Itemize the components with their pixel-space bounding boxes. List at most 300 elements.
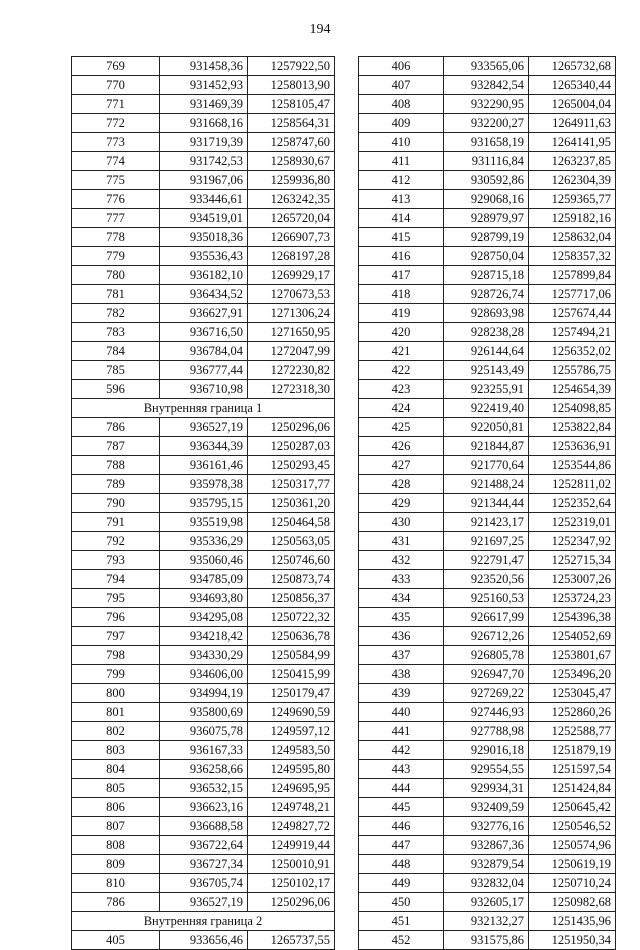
x-coordinate-cell: 929016,18 — [444, 741, 529, 760]
point-number-cell: 447 — [359, 836, 444, 855]
x-coordinate-cell: 926617,99 — [444, 608, 529, 627]
y-coordinate-cell: 1255786,75 — [529, 361, 616, 380]
y-coordinate-cell: 1254396,38 — [529, 608, 616, 627]
x-coordinate-cell: 936167,33 — [160, 741, 248, 760]
table-row — [72, 456, 335, 475]
x-coordinate-cell: 936623,16 — [160, 798, 248, 817]
y-coordinate-cell: 1250287,03 — [248, 437, 335, 456]
table-row — [359, 190, 616, 209]
y-coordinate-cell: 1250464,58 — [248, 513, 335, 532]
table-row — [72, 133, 335, 152]
x-coordinate-cell: 933446,61 — [160, 190, 248, 209]
section-title: Внутренняя граница 2 — [72, 912, 335, 931]
point-number-cell: 420 — [359, 323, 444, 342]
point-number-cell: 431 — [359, 532, 444, 551]
point-number-cell: 405 — [72, 931, 160, 950]
point-number-cell: 804 — [72, 760, 160, 779]
y-coordinate-cell: 1252811,02 — [529, 475, 616, 494]
y-coordinate-cell: 1250645,42 — [529, 798, 616, 817]
x-coordinate-cell: 934606,00 — [160, 665, 248, 684]
point-number-cell: 785 — [72, 361, 160, 380]
table-row — [359, 361, 616, 380]
y-coordinate-cell: 1258564,31 — [248, 114, 335, 133]
x-coordinate-cell: 927788,98 — [444, 722, 529, 741]
point-number-cell: 772 — [72, 114, 160, 133]
x-coordinate-cell: 932132,27 — [444, 912, 529, 931]
table-row — [359, 665, 616, 684]
x-coordinate-cell: 934693,80 — [160, 589, 248, 608]
x-coordinate-cell: 921697,25 — [444, 532, 529, 551]
point-number-cell: 786 — [72, 418, 160, 437]
point-number-cell: 808 — [72, 836, 160, 855]
point-number-cell: 430 — [359, 513, 444, 532]
point-number-cell: 429 — [359, 494, 444, 513]
point-number-cell: 800 — [72, 684, 160, 703]
table-row — [72, 684, 335, 703]
y-coordinate-cell: 1258747,60 — [248, 133, 335, 152]
y-coordinate-cell: 1253801,67 — [529, 646, 616, 665]
table-row — [359, 399, 616, 418]
point-number-cell: 788 — [72, 456, 160, 475]
y-coordinate-cell: 1253636,91 — [529, 437, 616, 456]
coordinates-table-left — [71, 56, 335, 950]
table-row — [359, 114, 616, 133]
y-coordinate-cell: 1251435,96 — [529, 912, 616, 931]
y-coordinate-cell: 1268197,28 — [248, 247, 335, 266]
y-coordinate-cell: 1258013,90 — [248, 76, 335, 95]
point-number-cell: 435 — [359, 608, 444, 627]
point-number-cell: 422 — [359, 361, 444, 380]
x-coordinate-cell: 929068,16 — [444, 190, 529, 209]
point-number-cell: 794 — [72, 570, 160, 589]
point-number-cell: 413 — [359, 190, 444, 209]
point-number-cell: 440 — [359, 703, 444, 722]
table-row — [359, 893, 616, 912]
x-coordinate-cell: 932867,36 — [444, 836, 529, 855]
x-coordinate-cell: 934519,01 — [160, 209, 248, 228]
x-coordinate-cell: 936627,91 — [160, 304, 248, 323]
table-row — [359, 912, 616, 931]
x-coordinate-cell: 929934,31 — [444, 779, 529, 798]
table-row — [359, 589, 616, 608]
table-row — [72, 285, 335, 304]
table-row — [359, 285, 616, 304]
x-coordinate-cell: 932200,27 — [444, 114, 529, 133]
point-number-cell: 774 — [72, 152, 160, 171]
y-coordinate-cell: 1263237,85 — [529, 152, 616, 171]
y-coordinate-cell: 1251424,84 — [529, 779, 616, 798]
y-coordinate-cell: 1271306,24 — [248, 304, 335, 323]
point-number-cell: 443 — [359, 760, 444, 779]
x-coordinate-cell: 935018,36 — [160, 228, 248, 247]
y-coordinate-cell: 1252588,77 — [529, 722, 616, 741]
x-coordinate-cell: 931575,86 — [444, 931, 529, 950]
x-coordinate-cell: 922791,47 — [444, 551, 529, 570]
point-number-cell: 798 — [72, 646, 160, 665]
table-row — [359, 209, 616, 228]
x-coordinate-cell: 934994,19 — [160, 684, 248, 703]
x-coordinate-cell: 926947,70 — [444, 665, 529, 684]
point-number-cell: 769 — [72, 57, 160, 76]
x-coordinate-cell: 936344,39 — [160, 437, 248, 456]
x-coordinate-cell: 936777,44 — [160, 361, 248, 380]
table-row — [359, 133, 616, 152]
y-coordinate-cell: 1257674,44 — [529, 304, 616, 323]
y-coordinate-cell: 1269929,17 — [248, 266, 335, 285]
x-coordinate-cell: 936075,78 — [160, 722, 248, 741]
table-row — [72, 703, 335, 722]
point-number-cell: 805 — [72, 779, 160, 798]
x-coordinate-cell: 928726,74 — [444, 285, 529, 304]
table-row — [359, 703, 616, 722]
x-coordinate-cell: 930592,86 — [444, 171, 529, 190]
x-coordinate-cell: 934295,08 — [160, 608, 248, 627]
y-coordinate-cell: 1250722,32 — [248, 608, 335, 627]
y-coordinate-cell: 1250710,24 — [529, 874, 616, 893]
point-number-cell: 782 — [72, 304, 160, 323]
y-coordinate-cell: 1251950,34 — [529, 931, 616, 950]
point-number-cell: 780 — [72, 266, 160, 285]
table-row — [72, 190, 335, 209]
table-row — [72, 570, 335, 589]
point-number-cell: 799 — [72, 665, 160, 684]
table-row — [359, 627, 616, 646]
y-coordinate-cell: 1250982,68 — [529, 893, 616, 912]
point-number-cell: 424 — [359, 399, 444, 418]
point-number-cell: 415 — [359, 228, 444, 247]
x-coordinate-cell: 931742,53 — [160, 152, 248, 171]
y-coordinate-cell: 1250619,19 — [529, 855, 616, 874]
y-coordinate-cell: 1272230,82 — [248, 361, 335, 380]
table-row — [359, 152, 616, 171]
x-coordinate-cell: 921770,64 — [444, 456, 529, 475]
point-number-cell: 426 — [359, 437, 444, 456]
table-row — [359, 722, 616, 741]
x-coordinate-cell: 932879,54 — [444, 855, 529, 874]
table-row — [72, 57, 335, 76]
table-row — [72, 779, 335, 798]
y-coordinate-cell: 1270673,53 — [248, 285, 335, 304]
x-coordinate-cell: 921344,44 — [444, 494, 529, 513]
x-coordinate-cell: 928750,04 — [444, 247, 529, 266]
y-coordinate-cell: 1257899,84 — [529, 266, 616, 285]
x-coordinate-cell: 923520,56 — [444, 570, 529, 589]
x-coordinate-cell: 931967,06 — [160, 171, 248, 190]
x-coordinate-cell: 935519,98 — [160, 513, 248, 532]
point-number-cell: 792 — [72, 532, 160, 551]
y-coordinate-cell: 1256352,02 — [529, 342, 616, 361]
point-number-cell: 775 — [72, 171, 160, 190]
point-number-cell: 796 — [72, 608, 160, 627]
table-row — [359, 95, 616, 114]
table-row — [72, 931, 335, 950]
table-row — [359, 513, 616, 532]
y-coordinate-cell: 1250179,47 — [248, 684, 335, 703]
point-number-cell: 771 — [72, 95, 160, 114]
x-coordinate-cell: 932605,17 — [444, 893, 529, 912]
table-row — [72, 304, 335, 323]
y-coordinate-cell: 1249748,21 — [248, 798, 335, 817]
point-number-cell: 410 — [359, 133, 444, 152]
point-number-cell: 442 — [359, 741, 444, 760]
table-row — [359, 931, 616, 950]
y-coordinate-cell: 1253045,47 — [529, 684, 616, 703]
y-coordinate-cell: 1259182,16 — [529, 209, 616, 228]
x-coordinate-cell: 936716,50 — [160, 323, 248, 342]
point-number-cell: 773 — [72, 133, 160, 152]
x-coordinate-cell: 936784,04 — [160, 342, 248, 361]
y-coordinate-cell: 1253544,86 — [529, 456, 616, 475]
table-row — [359, 855, 616, 874]
x-coordinate-cell: 922419,40 — [444, 399, 529, 418]
table-row — [359, 247, 616, 266]
y-coordinate-cell: 1250574,96 — [529, 836, 616, 855]
x-coordinate-cell: 928715,18 — [444, 266, 529, 285]
point-number-cell: 427 — [359, 456, 444, 475]
y-coordinate-cell: 1249695,95 — [248, 779, 335, 798]
y-coordinate-cell: 1250546,52 — [529, 817, 616, 836]
table-row — [359, 684, 616, 703]
table-row — [359, 475, 616, 494]
y-coordinate-cell: 1252860,26 — [529, 703, 616, 722]
y-coordinate-cell: 1265004,04 — [529, 95, 616, 114]
table-row — [359, 817, 616, 836]
y-coordinate-cell: 1257494,21 — [529, 323, 616, 342]
table-row — [72, 551, 335, 570]
table-row — [359, 266, 616, 285]
x-coordinate-cell: 933656,46 — [160, 931, 248, 950]
y-coordinate-cell: 1258357,32 — [529, 247, 616, 266]
y-coordinate-cell: 1249827,72 — [248, 817, 335, 836]
y-coordinate-cell: 1257717,06 — [529, 285, 616, 304]
y-coordinate-cell: 1252319,01 — [529, 513, 616, 532]
point-number-cell: 783 — [72, 323, 160, 342]
point-number-cell: 448 — [359, 855, 444, 874]
point-number-cell: 417 — [359, 266, 444, 285]
y-coordinate-cell: 1265732,68 — [529, 57, 616, 76]
y-coordinate-cell: 1254098,85 — [529, 399, 616, 418]
table-row — [359, 494, 616, 513]
point-number-cell: 438 — [359, 665, 444, 684]
table-row — [359, 646, 616, 665]
table-row — [359, 874, 616, 893]
y-coordinate-cell: 1254052,69 — [529, 627, 616, 646]
y-coordinate-cell: 1262304,39 — [529, 171, 616, 190]
x-coordinate-cell: 929554,55 — [444, 760, 529, 779]
table-row — [359, 171, 616, 190]
y-coordinate-cell: 1265737,55 — [248, 931, 335, 950]
table-row — [72, 893, 335, 912]
x-coordinate-cell: 936722,64 — [160, 836, 248, 855]
y-coordinate-cell: 1272047,99 — [248, 342, 335, 361]
y-coordinate-cell: 1249595,80 — [248, 760, 335, 779]
point-number-cell: 444 — [359, 779, 444, 798]
x-coordinate-cell: 928238,28 — [444, 323, 529, 342]
section-header-row — [72, 399, 335, 418]
table-row — [72, 247, 335, 266]
point-number-cell: 778 — [72, 228, 160, 247]
point-number-cell: 418 — [359, 285, 444, 304]
point-number-cell: 777 — [72, 209, 160, 228]
y-coordinate-cell: 1253724,23 — [529, 589, 616, 608]
x-coordinate-cell: 925143,49 — [444, 361, 529, 380]
point-number-cell: 428 — [359, 475, 444, 494]
point-number-cell: 414 — [359, 209, 444, 228]
y-coordinate-cell: 1251597,54 — [529, 760, 616, 779]
table-row — [359, 418, 616, 437]
table-row — [72, 874, 335, 893]
table-row — [72, 95, 335, 114]
table-row — [359, 323, 616, 342]
x-coordinate-cell: 931658,19 — [444, 133, 529, 152]
table-row — [359, 342, 616, 361]
table-row — [72, 437, 335, 456]
table-row — [72, 836, 335, 855]
point-number-cell: 432 — [359, 551, 444, 570]
table-row — [72, 76, 335, 95]
y-coordinate-cell: 1250415,99 — [248, 665, 335, 684]
table-row — [359, 532, 616, 551]
table-row — [359, 836, 616, 855]
coordinates-table-right — [358, 56, 616, 950]
point-number-cell: 781 — [72, 285, 160, 304]
x-coordinate-cell: 925160,53 — [444, 589, 529, 608]
x-coordinate-cell: 936527,19 — [160, 893, 248, 912]
x-coordinate-cell: 932776,16 — [444, 817, 529, 836]
point-number-cell: 437 — [359, 646, 444, 665]
x-coordinate-cell: 935060,46 — [160, 551, 248, 570]
point-number-cell: 790 — [72, 494, 160, 513]
y-coordinate-cell: 1250746,60 — [248, 551, 335, 570]
x-coordinate-cell: 936710,98 — [160, 380, 248, 399]
x-coordinate-cell: 931668,16 — [160, 114, 248, 133]
y-coordinate-cell: 1253822,84 — [529, 418, 616, 437]
table-row — [72, 380, 335, 399]
table-row — [72, 171, 335, 190]
point-number-cell: 434 — [359, 589, 444, 608]
point-number-cell: 416 — [359, 247, 444, 266]
point-number-cell: 409 — [359, 114, 444, 133]
y-coordinate-cell: 1258105,47 — [248, 95, 335, 114]
table-row — [72, 741, 335, 760]
x-coordinate-cell: 931116,84 — [444, 152, 529, 171]
y-coordinate-cell: 1265720,04 — [248, 209, 335, 228]
point-number-cell: 441 — [359, 722, 444, 741]
table-row — [359, 779, 616, 798]
point-number-cell: 776 — [72, 190, 160, 209]
y-coordinate-cell: 1264911,63 — [529, 114, 616, 133]
y-coordinate-cell: 1258930,67 — [248, 152, 335, 171]
y-coordinate-cell: 1249597,12 — [248, 722, 335, 741]
x-coordinate-cell: 936161,46 — [160, 456, 248, 475]
point-number-cell: 446 — [359, 817, 444, 836]
x-coordinate-cell: 936688,58 — [160, 817, 248, 836]
table-row — [72, 665, 335, 684]
y-coordinate-cell: 1250317,77 — [248, 475, 335, 494]
x-coordinate-cell: 935795,15 — [160, 494, 248, 513]
point-number-cell: 445 — [359, 798, 444, 817]
x-coordinate-cell: 927269,22 — [444, 684, 529, 703]
x-coordinate-cell: 932290,95 — [444, 95, 529, 114]
point-number-cell: 787 — [72, 437, 160, 456]
x-coordinate-cell: 928693,98 — [444, 304, 529, 323]
table-row — [72, 627, 335, 646]
y-coordinate-cell: 1251879,19 — [529, 741, 616, 760]
y-coordinate-cell: 1250873,74 — [248, 570, 335, 589]
point-number-cell: 810 — [72, 874, 160, 893]
table-row — [72, 114, 335, 133]
section-header-row — [72, 912, 335, 931]
table-row — [72, 513, 335, 532]
point-number-cell: 436 — [359, 627, 444, 646]
y-coordinate-cell: 1250361,20 — [248, 494, 335, 513]
table-row — [359, 437, 616, 456]
table-row — [359, 798, 616, 817]
table-row — [359, 456, 616, 475]
table-row — [72, 817, 335, 836]
y-coordinate-cell: 1266907,73 — [248, 228, 335, 247]
x-coordinate-cell: 926805,78 — [444, 646, 529, 665]
point-number-cell: 801 — [72, 703, 160, 722]
table-row — [72, 494, 335, 513]
point-number-cell: 784 — [72, 342, 160, 361]
y-coordinate-cell: 1264141,95 — [529, 133, 616, 152]
point-number-cell: 779 — [72, 247, 160, 266]
x-coordinate-cell: 936727,34 — [160, 855, 248, 874]
table-row — [72, 646, 335, 665]
point-number-cell: 412 — [359, 171, 444, 190]
y-coordinate-cell: 1250563,05 — [248, 532, 335, 551]
point-number-cell: 439 — [359, 684, 444, 703]
point-number-cell: 423 — [359, 380, 444, 399]
y-coordinate-cell: 1257922,50 — [248, 57, 335, 76]
point-number-cell: 797 — [72, 627, 160, 646]
x-coordinate-cell: 935336,29 — [160, 532, 248, 551]
table-row — [359, 304, 616, 323]
x-coordinate-cell: 936182,10 — [160, 266, 248, 285]
y-coordinate-cell: 1258632,04 — [529, 228, 616, 247]
x-coordinate-cell: 933565,06 — [444, 57, 529, 76]
section-title: Внутренняя граница 1 — [72, 399, 335, 418]
y-coordinate-cell: 1259936,80 — [248, 171, 335, 190]
y-coordinate-cell: 1250010,91 — [248, 855, 335, 874]
point-number-cell: 449 — [359, 874, 444, 893]
table-row — [359, 380, 616, 399]
table-row — [359, 551, 616, 570]
x-coordinate-cell: 934785,09 — [160, 570, 248, 589]
point-number-cell: 408 — [359, 95, 444, 114]
page-number: 194 — [309, 22, 331, 37]
y-coordinate-cell: 1252347,92 — [529, 532, 616, 551]
point-number-cell: 421 — [359, 342, 444, 361]
table-row — [72, 266, 335, 285]
x-coordinate-cell: 935800,69 — [160, 703, 248, 722]
x-coordinate-cell: 936705,74 — [160, 874, 248, 893]
x-coordinate-cell: 935978,38 — [160, 475, 248, 494]
table-row — [72, 342, 335, 361]
y-coordinate-cell: 1263242,35 — [248, 190, 335, 209]
x-coordinate-cell: 931458,36 — [160, 57, 248, 76]
y-coordinate-cell: 1253007,26 — [529, 570, 616, 589]
x-coordinate-cell: 936258,66 — [160, 760, 248, 779]
y-coordinate-cell: 1253496,20 — [529, 665, 616, 684]
point-number-cell: 596 — [72, 380, 160, 399]
y-coordinate-cell: 1250584,99 — [248, 646, 335, 665]
point-number-cell: 419 — [359, 304, 444, 323]
point-number-cell: 791 — [72, 513, 160, 532]
point-number-cell: 407 — [359, 76, 444, 95]
table-row — [72, 228, 335, 247]
